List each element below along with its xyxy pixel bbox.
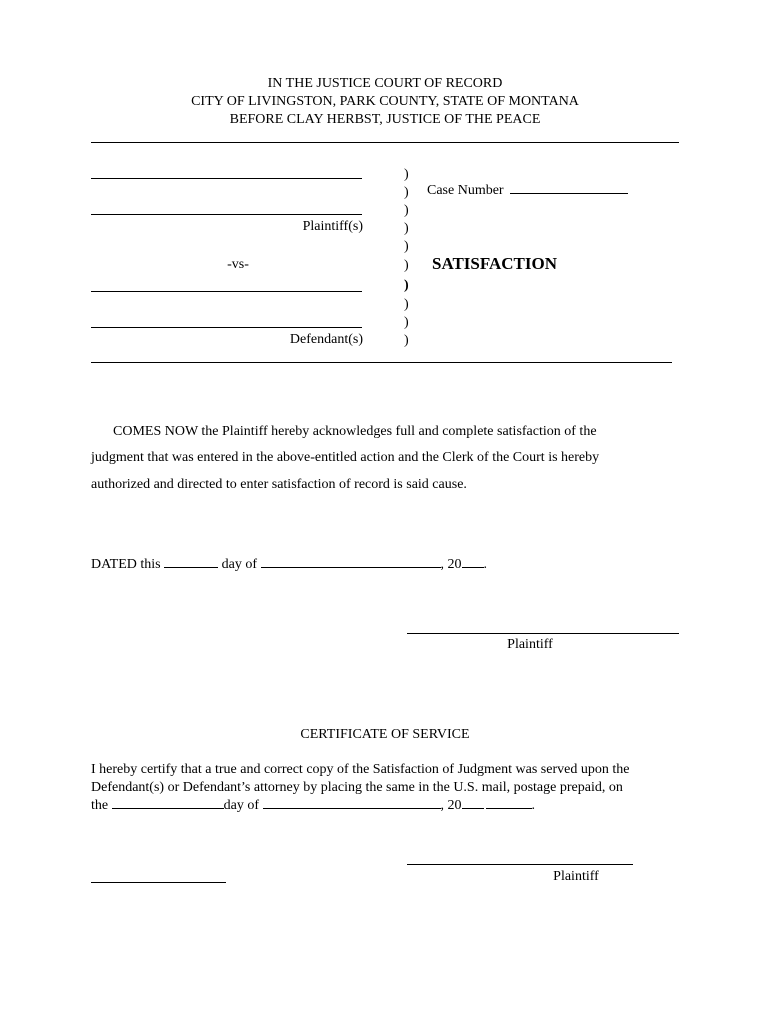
dated-month-blank[interactable] bbox=[261, 566, 441, 568]
certificate-period: . bbox=[531, 798, 535, 813]
justice-line: BEFORE CLAY HERBST, JUSTICE OF THE PEACE bbox=[229, 112, 541, 127]
plaintiff-name-line-1[interactable] bbox=[91, 178, 362, 179]
certificate-line-3 bbox=[91, 798, 535, 814]
caption-paren: ) bbox=[404, 258, 409, 273]
versus-label: -vs- bbox=[227, 257, 249, 272]
body-line-1: COMES NOW the Plaintiff hereby acknowledges full and complete satisfaction of the bbox=[113, 424, 597, 439]
certificate-year-blank[interactable] bbox=[462, 807, 484, 809]
certificate-year-prefix: , 20 bbox=[440, 798, 462, 813]
plaintiff-signature-label: Plaintiff bbox=[507, 637, 553, 652]
caption-paren: ) bbox=[404, 167, 409, 182]
plaintiff-name-line-2[interactable] bbox=[91, 214, 362, 215]
caption-paren: ) bbox=[404, 315, 409, 330]
document-title: SATISFACTION bbox=[432, 254, 558, 273]
caption-paren: ) bbox=[404, 203, 409, 218]
body-line-3: authorized and directed to enter satisfaction of record is said cause. bbox=[91, 477, 467, 492]
court-name-line: IN THE JUSTICE COURT OF RECORD bbox=[267, 76, 503, 91]
dated-year-prefix: , 20 bbox=[440, 557, 462, 572]
certificate-extra-blank[interactable] bbox=[486, 807, 532, 809]
case-number-label: Case Number bbox=[427, 183, 504, 198]
certificate-signature-label: Plaintiff bbox=[553, 869, 599, 884]
certificate-line-1: I hereby certify that a true and correct copy of the Satisfaction of Judgment was served upon the bbox=[91, 762, 630, 777]
case-number-field bbox=[427, 183, 628, 199]
certificate-date-line[interactable] bbox=[91, 882, 226, 883]
certificate-signature-line[interactable] bbox=[407, 864, 633, 865]
header-divider bbox=[91, 142, 679, 143]
court-location-line: CITY OF LIVINGSTON, PARK COUNTY, STATE OF MONTANA bbox=[191, 94, 579, 109]
caption-paren: ) bbox=[404, 278, 409, 293]
plaintiff-label: Plaintiff(s) bbox=[302, 219, 363, 234]
certificate-day-blank[interactable] bbox=[112, 807, 224, 809]
certificate-day-of: day of bbox=[223, 798, 259, 813]
dated-line bbox=[91, 557, 487, 573]
defendant-name-line-2[interactable] bbox=[91, 327, 362, 328]
caption-paren: ) bbox=[404, 239, 409, 254]
caption-paren: ) bbox=[404, 297, 409, 312]
plaintiff-signature-line[interactable] bbox=[407, 633, 679, 634]
defendant-name-line-1[interactable] bbox=[91, 291, 362, 292]
dated-day-blank[interactable] bbox=[164, 566, 218, 568]
certificate-title: CERTIFICATE OF SERVICE bbox=[300, 727, 470, 742]
dated-prefix: DATED this bbox=[91, 557, 161, 572]
certificate-month-blank[interactable] bbox=[263, 807, 441, 809]
body-line-2: judgment that was entered in the above-entitled action and the Clerk of the Court is hereby bbox=[91, 450, 600, 465]
certificate-the: the bbox=[91, 798, 109, 813]
dated-period: . bbox=[483, 557, 488, 572]
caption-paren: ) bbox=[404, 221, 409, 236]
caption-paren: ) bbox=[404, 333, 409, 348]
certificate-line-2: Defendant(s) or Defendant’s attorney by placing the same in the U.S. mail, postage prepaid, on bbox=[91, 780, 623, 795]
caption-paren: ) bbox=[404, 185, 409, 200]
defendant-label: Defendant(s) bbox=[289, 332, 363, 347]
caption-divider bbox=[91, 362, 672, 363]
dated-year-blank[interactable] bbox=[462, 566, 484, 568]
dated-day-of: day of bbox=[221, 557, 258, 572]
case-number-blank[interactable] bbox=[510, 192, 628, 194]
